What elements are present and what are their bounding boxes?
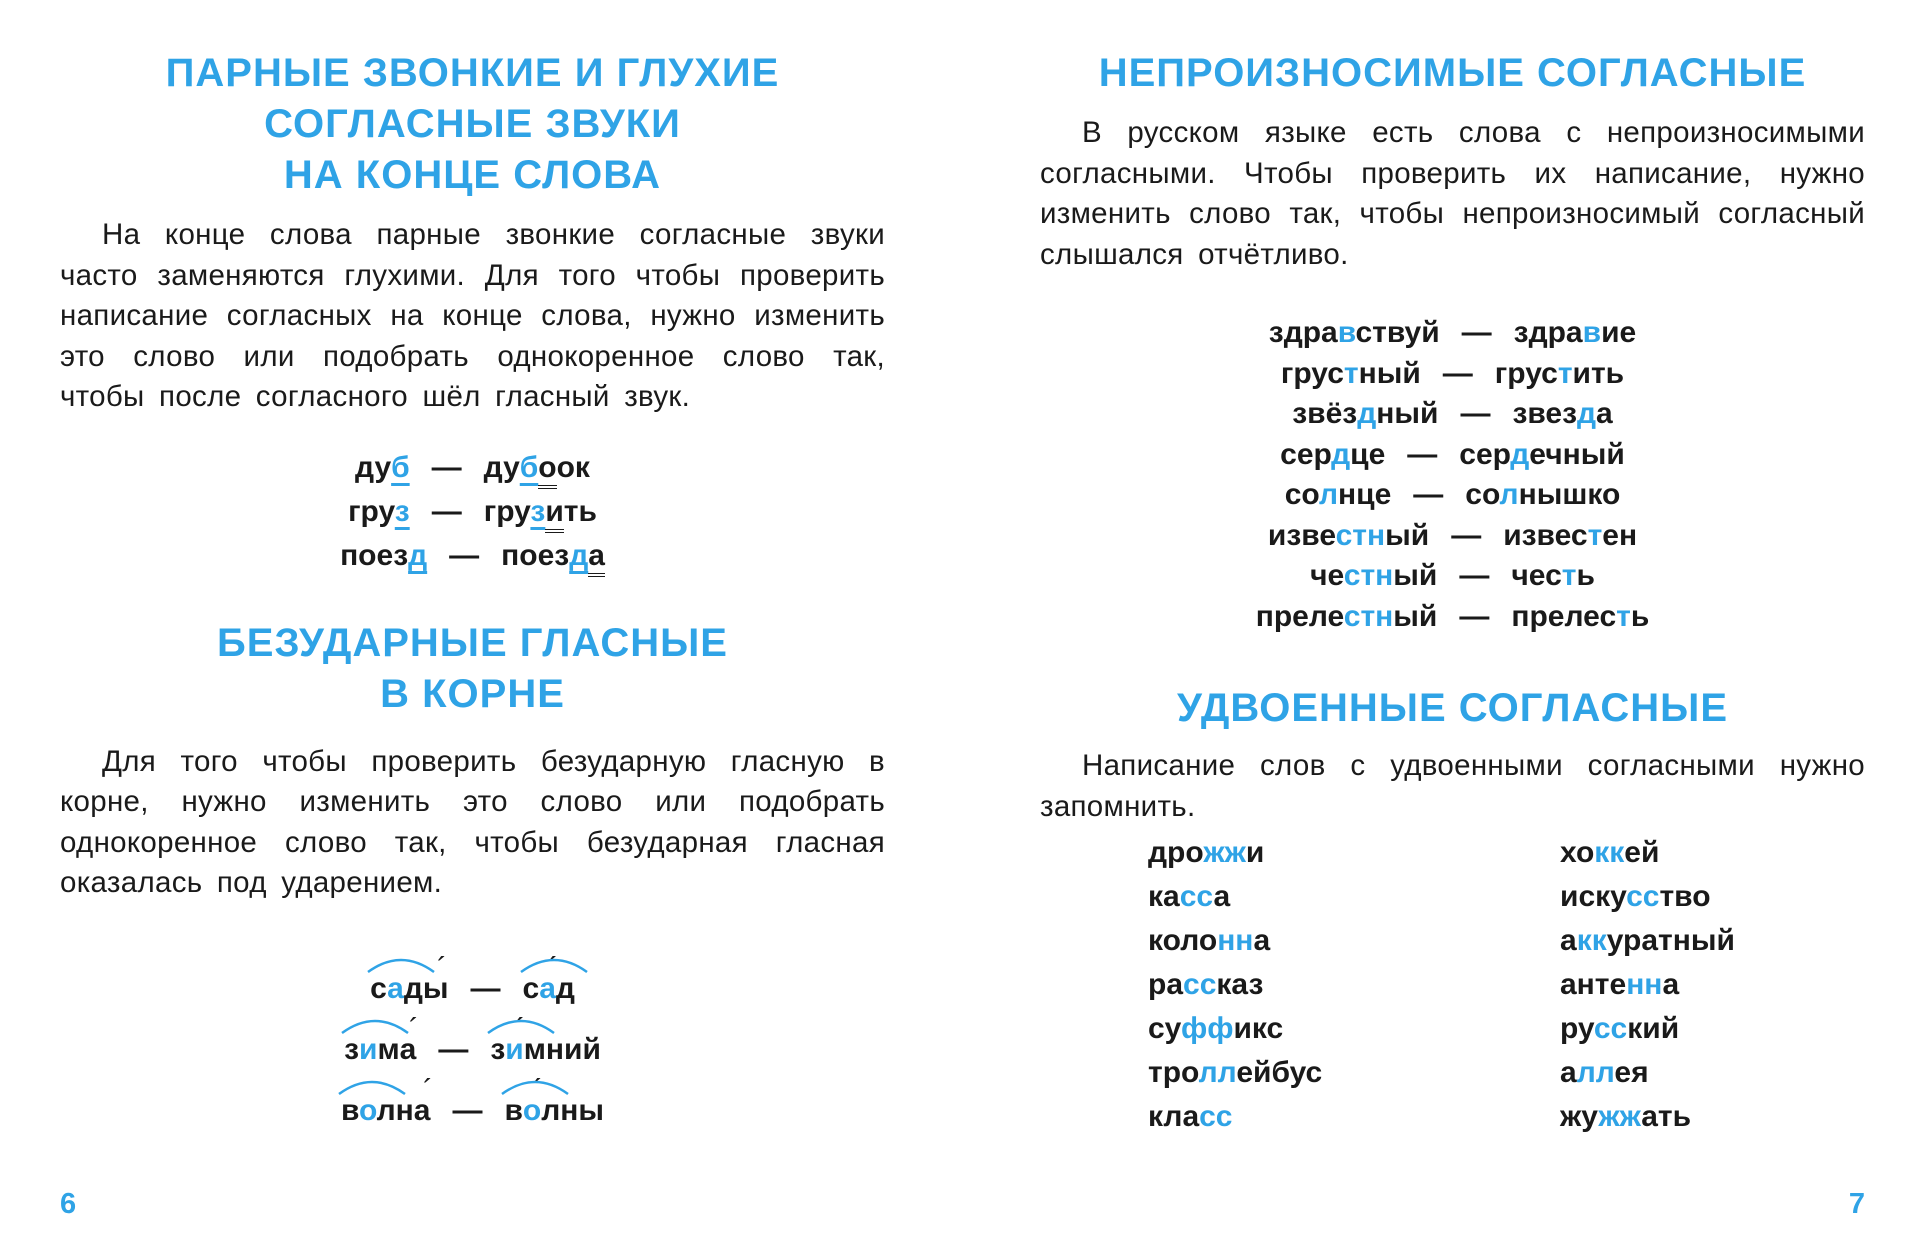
word-part: тво <box>1659 880 1711 913</box>
stressed-vowel: ´ а <box>400 1019 417 1080</box>
word-part: в <box>504 1093 523 1127</box>
word-part: а <box>1253 924 1271 957</box>
left-page <box>60 0 885 1241</box>
word-part: преле <box>1255 599 1344 633</box>
paragraph-paired-consonants: На конце слова парные звонкие согласные звуки часто заменяются глухими. Для того чтобы проверить написание согласных на конце слова, нужно изменить это слово или подобрать однокоренное слово так, чтобы после согласного шёл гласный звук. <box>60 218 885 413</box>
word-part: ить <box>1572 356 1625 390</box>
word-part: а <box>1596 397 1613 430</box>
paragraph-double-consonants: Написание слов с удвоенными согласными нужно запомнить. <box>1040 749 1865 823</box>
word-part: з <box>344 1032 359 1066</box>
word-item <box>1560 831 1735 875</box>
word-part: ок <box>556 450 590 484</box>
word-part: ый <box>1393 559 1438 592</box>
word-part: звез <box>1512 397 1577 430</box>
dash: — <box>449 538 480 572</box>
root-arc <box>519 954 589 974</box>
example-row <box>60 534 885 578</box>
examples-paired-consonants <box>60 446 885 578</box>
word-part: лны <box>541 1093 605 1127</box>
word-part: ть <box>563 494 597 528</box>
highlight-letter: т <box>1343 356 1359 390</box>
root <box>341 1094 414 1127</box>
word-item <box>1560 963 1735 1007</box>
word-part: иску <box>1560 880 1627 913</box>
word-part: лн <box>376 1093 414 1127</box>
word-part: с <box>522 971 540 1005</box>
dash: — <box>1459 599 1490 633</box>
double-letter: кк <box>1576 924 1607 957</box>
heading-double-consonants: УДВОЕННЫЕ СОГЛАСНЫЕ <box>1176 686 1728 730</box>
word-part: су <box>1148 1012 1181 1045</box>
word-part: а <box>1662 968 1680 1001</box>
dash: — <box>431 450 462 484</box>
word-item <box>1148 831 1560 875</box>
word-part: ый <box>1385 518 1430 552</box>
word-item <box>1148 1007 1560 1051</box>
paragraph-unstressed-vowels: Для того чтобы проверить безударную гласную в корне, нужно изменить это слово или подобрать однокоренное слово так, чтобы безударная гласная оказалась под ударением. <box>60 744 885 899</box>
highlight-vowel: ´ и <box>505 1019 523 1080</box>
highlight-letter: т <box>1587 518 1603 552</box>
word-item <box>1148 963 1560 1007</box>
word-part: звёз <box>1292 397 1358 430</box>
example-row <box>60 1080 885 1141</box>
example-row <box>1040 354 1865 395</box>
word-part: че <box>1310 559 1344 592</box>
heading-silent-consonants: НЕПРОИЗНОСИМЫЕ СОГЛАСНЫЕ <box>1098 51 1807 95</box>
word-part: грус <box>1280 356 1344 390</box>
highlight-vowel: ´ о <box>523 1080 541 1141</box>
word-part: ный <box>1358 356 1421 390</box>
page-number: 7 <box>1848 1188 1865 1220</box>
word-item <box>1148 1095 1560 1139</box>
double-letter: жж <box>1203 836 1246 869</box>
stressed-vowel: ´ ы <box>423 958 449 1019</box>
vowel-double-underline: и <box>545 495 563 533</box>
word-item <box>1560 1007 1735 1051</box>
examples-unstressed-vowels <box>60 958 885 1141</box>
word-part: со <box>1284 478 1319 511</box>
word-part: изве <box>1267 518 1336 552</box>
word-part: ея <box>1614 1056 1649 1089</box>
root <box>490 1033 601 1066</box>
word-part: прелес <box>1511 599 1617 633</box>
double-letter: сс <box>1179 880 1214 913</box>
highlight-letter: д <box>569 538 589 572</box>
word-part: ие <box>1601 316 1637 349</box>
double-letter: сс <box>1593 1012 1628 1045</box>
word-column-2 <box>1560 831 1735 1139</box>
dash: — <box>452 1093 483 1127</box>
highlight-letter: в <box>1337 316 1356 349</box>
highlight-vowel: о <box>359 1093 377 1127</box>
word-part: кла <box>1148 1100 1200 1133</box>
word-with-root-arc <box>344 1019 416 1080</box>
root <box>344 1033 400 1066</box>
word-part: а <box>1560 924 1577 957</box>
word-part: хо <box>1560 836 1595 869</box>
word-part: в <box>340 1093 359 1127</box>
dash: — <box>1451 518 1482 552</box>
double-letter: жж <box>1598 1100 1642 1133</box>
example-row <box>1040 556 1865 597</box>
examples-silent-consonants <box>1040 313 1865 637</box>
highlight-letter: д <box>408 538 428 572</box>
heading-line: СОГЛАСНЫЕ ЗВУКИ <box>264 102 681 146</box>
dash: — <box>1461 316 1492 349</box>
word-part: и <box>1245 836 1265 869</box>
word-part: ка <box>1148 880 1180 913</box>
double-letter: фф <box>1180 1012 1234 1045</box>
vowel-double-underline: о <box>538 451 556 489</box>
paragraph-silent-consonants: В русском языке есть слова с непроизносимыми согласными. Чтобы проверить их написание, нужно изменить слово так, чтобы непроизносимый согласный слышался отчётливо. <box>1040 116 1865 271</box>
word-part: нце <box>1338 478 1392 511</box>
word-part: тро <box>1148 1056 1199 1089</box>
double-letter: сс <box>1626 880 1660 913</box>
highlight-letter: т <box>1557 356 1573 390</box>
word-part: дро <box>1148 836 1204 869</box>
highlight-vowel: а <box>387 971 404 1005</box>
word-part: мний <box>523 1032 601 1066</box>
word-part: гру <box>348 494 395 528</box>
word-with-root-arc <box>523 958 575 1019</box>
word-part: чес <box>1511 559 1562 592</box>
word-part: здра <box>1268 316 1338 349</box>
highlight-letter: б <box>519 450 539 484</box>
highlight-letter: в <box>1582 316 1602 349</box>
word-part: ра <box>1148 968 1184 1001</box>
word-part: извес <box>1503 518 1588 552</box>
double-consonant-words <box>1040 831 1865 1139</box>
double-letter: сс <box>1183 968 1217 1001</box>
root <box>504 1094 604 1127</box>
word-part: ен <box>1602 518 1638 552</box>
highlight-letter: д <box>1510 437 1530 471</box>
highlight-letter: л <box>1318 478 1339 511</box>
word-part: ь <box>1630 599 1650 633</box>
word-part: ечный <box>1529 437 1625 471</box>
word-part: гру <box>483 494 531 528</box>
word-part: ейбус <box>1236 1056 1323 1089</box>
double-letter: лл <box>1576 1056 1615 1089</box>
highlight-letter: т <box>1561 559 1577 592</box>
word-part: с <box>370 971 388 1005</box>
page-number: 6 <box>60 1188 77 1220</box>
word-part: кий <box>1627 1012 1680 1045</box>
word-item <box>1560 919 1735 963</box>
heading-line: ПАРНЫЕ ЗВОНКИЕ И ГЛУХИЕ <box>165 51 780 95</box>
word-part: грус <box>1494 356 1558 390</box>
highlight-letter: стн <box>1343 599 1394 633</box>
highlight-letter: т <box>1616 599 1631 633</box>
highlight-letter: д <box>1331 437 1351 471</box>
heading-line: В КОРНЕ <box>380 671 565 716</box>
word-part: сер <box>1459 437 1511 471</box>
word-with-root-arc <box>504 1080 604 1141</box>
example-row <box>1040 597 1865 638</box>
highlight-letter: л <box>1499 478 1519 511</box>
highlight-vowel: ´ а <box>539 958 556 1019</box>
word-item <box>1148 875 1560 919</box>
word-part: жу <box>1560 1100 1599 1133</box>
dash: — <box>470 971 501 1005</box>
highlight-letter: д <box>1357 397 1377 430</box>
word-part: ый <box>1393 599 1438 633</box>
dash: — <box>431 494 462 528</box>
word-part: це <box>1350 437 1386 471</box>
word-part: ей <box>1624 836 1660 869</box>
word-part: со <box>1465 478 1500 511</box>
example-row <box>60 1019 885 1080</box>
word-item <box>1560 875 1735 919</box>
word-part: поез <box>501 538 570 572</box>
highlight-letter: з <box>530 494 546 528</box>
heading-unstressed-vowels <box>60 618 885 720</box>
dash: — <box>438 1032 469 1066</box>
example-row <box>1040 313 1865 354</box>
word-part: сер <box>1280 437 1332 471</box>
heading-line: НА КОНЦЕ СЛОВА <box>283 153 662 197</box>
word-part: ду <box>355 450 392 484</box>
highlight-letter: стн <box>1335 518 1386 552</box>
word-part: ру <box>1560 1012 1594 1045</box>
double-letter: нн <box>1626 968 1663 1001</box>
double-letter: лл <box>1198 1056 1237 1089</box>
example-row <box>60 446 885 490</box>
root-arc <box>486 1015 556 1035</box>
example-row <box>1040 435 1865 476</box>
right-page <box>1040 0 1865 1241</box>
example-row <box>1040 516 1865 557</box>
word-part: нышко <box>1518 478 1621 511</box>
example-row <box>1040 394 1865 435</box>
highlight-vowel: и <box>359 1032 378 1066</box>
word-part: ствуй <box>1355 316 1440 349</box>
word-part: каз <box>1216 968 1264 1001</box>
word-column-1 <box>1148 831 1560 1139</box>
dash: — <box>1460 397 1491 430</box>
highlight-letter: б <box>391 450 410 484</box>
word-part: анте <box>1560 968 1627 1001</box>
word-part: икс <box>1233 1012 1284 1045</box>
heading-line: БЕЗУДАРНЫЕ ГЛАСНЫЕ <box>217 620 728 665</box>
word-item <box>1560 1095 1735 1139</box>
example-row <box>1040 475 1865 516</box>
dash: — <box>1442 356 1473 390</box>
word-part: а <box>1213 880 1231 913</box>
word-part: поез <box>340 538 409 572</box>
double-letter: нн <box>1217 924 1254 957</box>
word-part: коло <box>1148 924 1218 957</box>
dash: — <box>1459 559 1490 592</box>
word-part: д <box>403 971 423 1005</box>
word-item <box>1148 1051 1560 1095</box>
word-part: а <box>1560 1056 1577 1089</box>
word-with-root-arc <box>341 1080 431 1141</box>
word-item <box>1148 919 1560 963</box>
root-arc <box>500 1076 570 1096</box>
word-part: м <box>377 1032 400 1066</box>
word-part: з <box>490 1032 506 1066</box>
dash: — <box>1413 478 1444 511</box>
word-part: ный <box>1376 397 1439 430</box>
heading-paired-consonants <box>60 48 885 201</box>
word-part: здра <box>1513 316 1583 349</box>
stressed-vowel: ´ а <box>414 1080 431 1141</box>
example-row <box>60 958 885 1019</box>
double-letter: кк <box>1594 836 1625 869</box>
dash: — <box>1407 437 1438 471</box>
double-letter: сс <box>1199 1100 1233 1133</box>
word-part: уратный <box>1606 924 1735 957</box>
word-part: ду <box>483 450 520 484</box>
highlight-letter: д <box>1577 397 1597 430</box>
word-item <box>1560 1051 1735 1095</box>
word-with-root-arc <box>490 1019 601 1080</box>
word-part: ать <box>1641 1100 1692 1133</box>
word-part: ь <box>1576 559 1595 592</box>
highlight-letter: стн <box>1343 559 1394 592</box>
word-part: д <box>555 971 575 1005</box>
root-arc <box>337 1076 407 1096</box>
root <box>523 972 575 1005</box>
vowel-double-underline: а <box>588 539 605 577</box>
highlight-letter: з <box>394 494 410 528</box>
example-row <box>60 490 885 534</box>
